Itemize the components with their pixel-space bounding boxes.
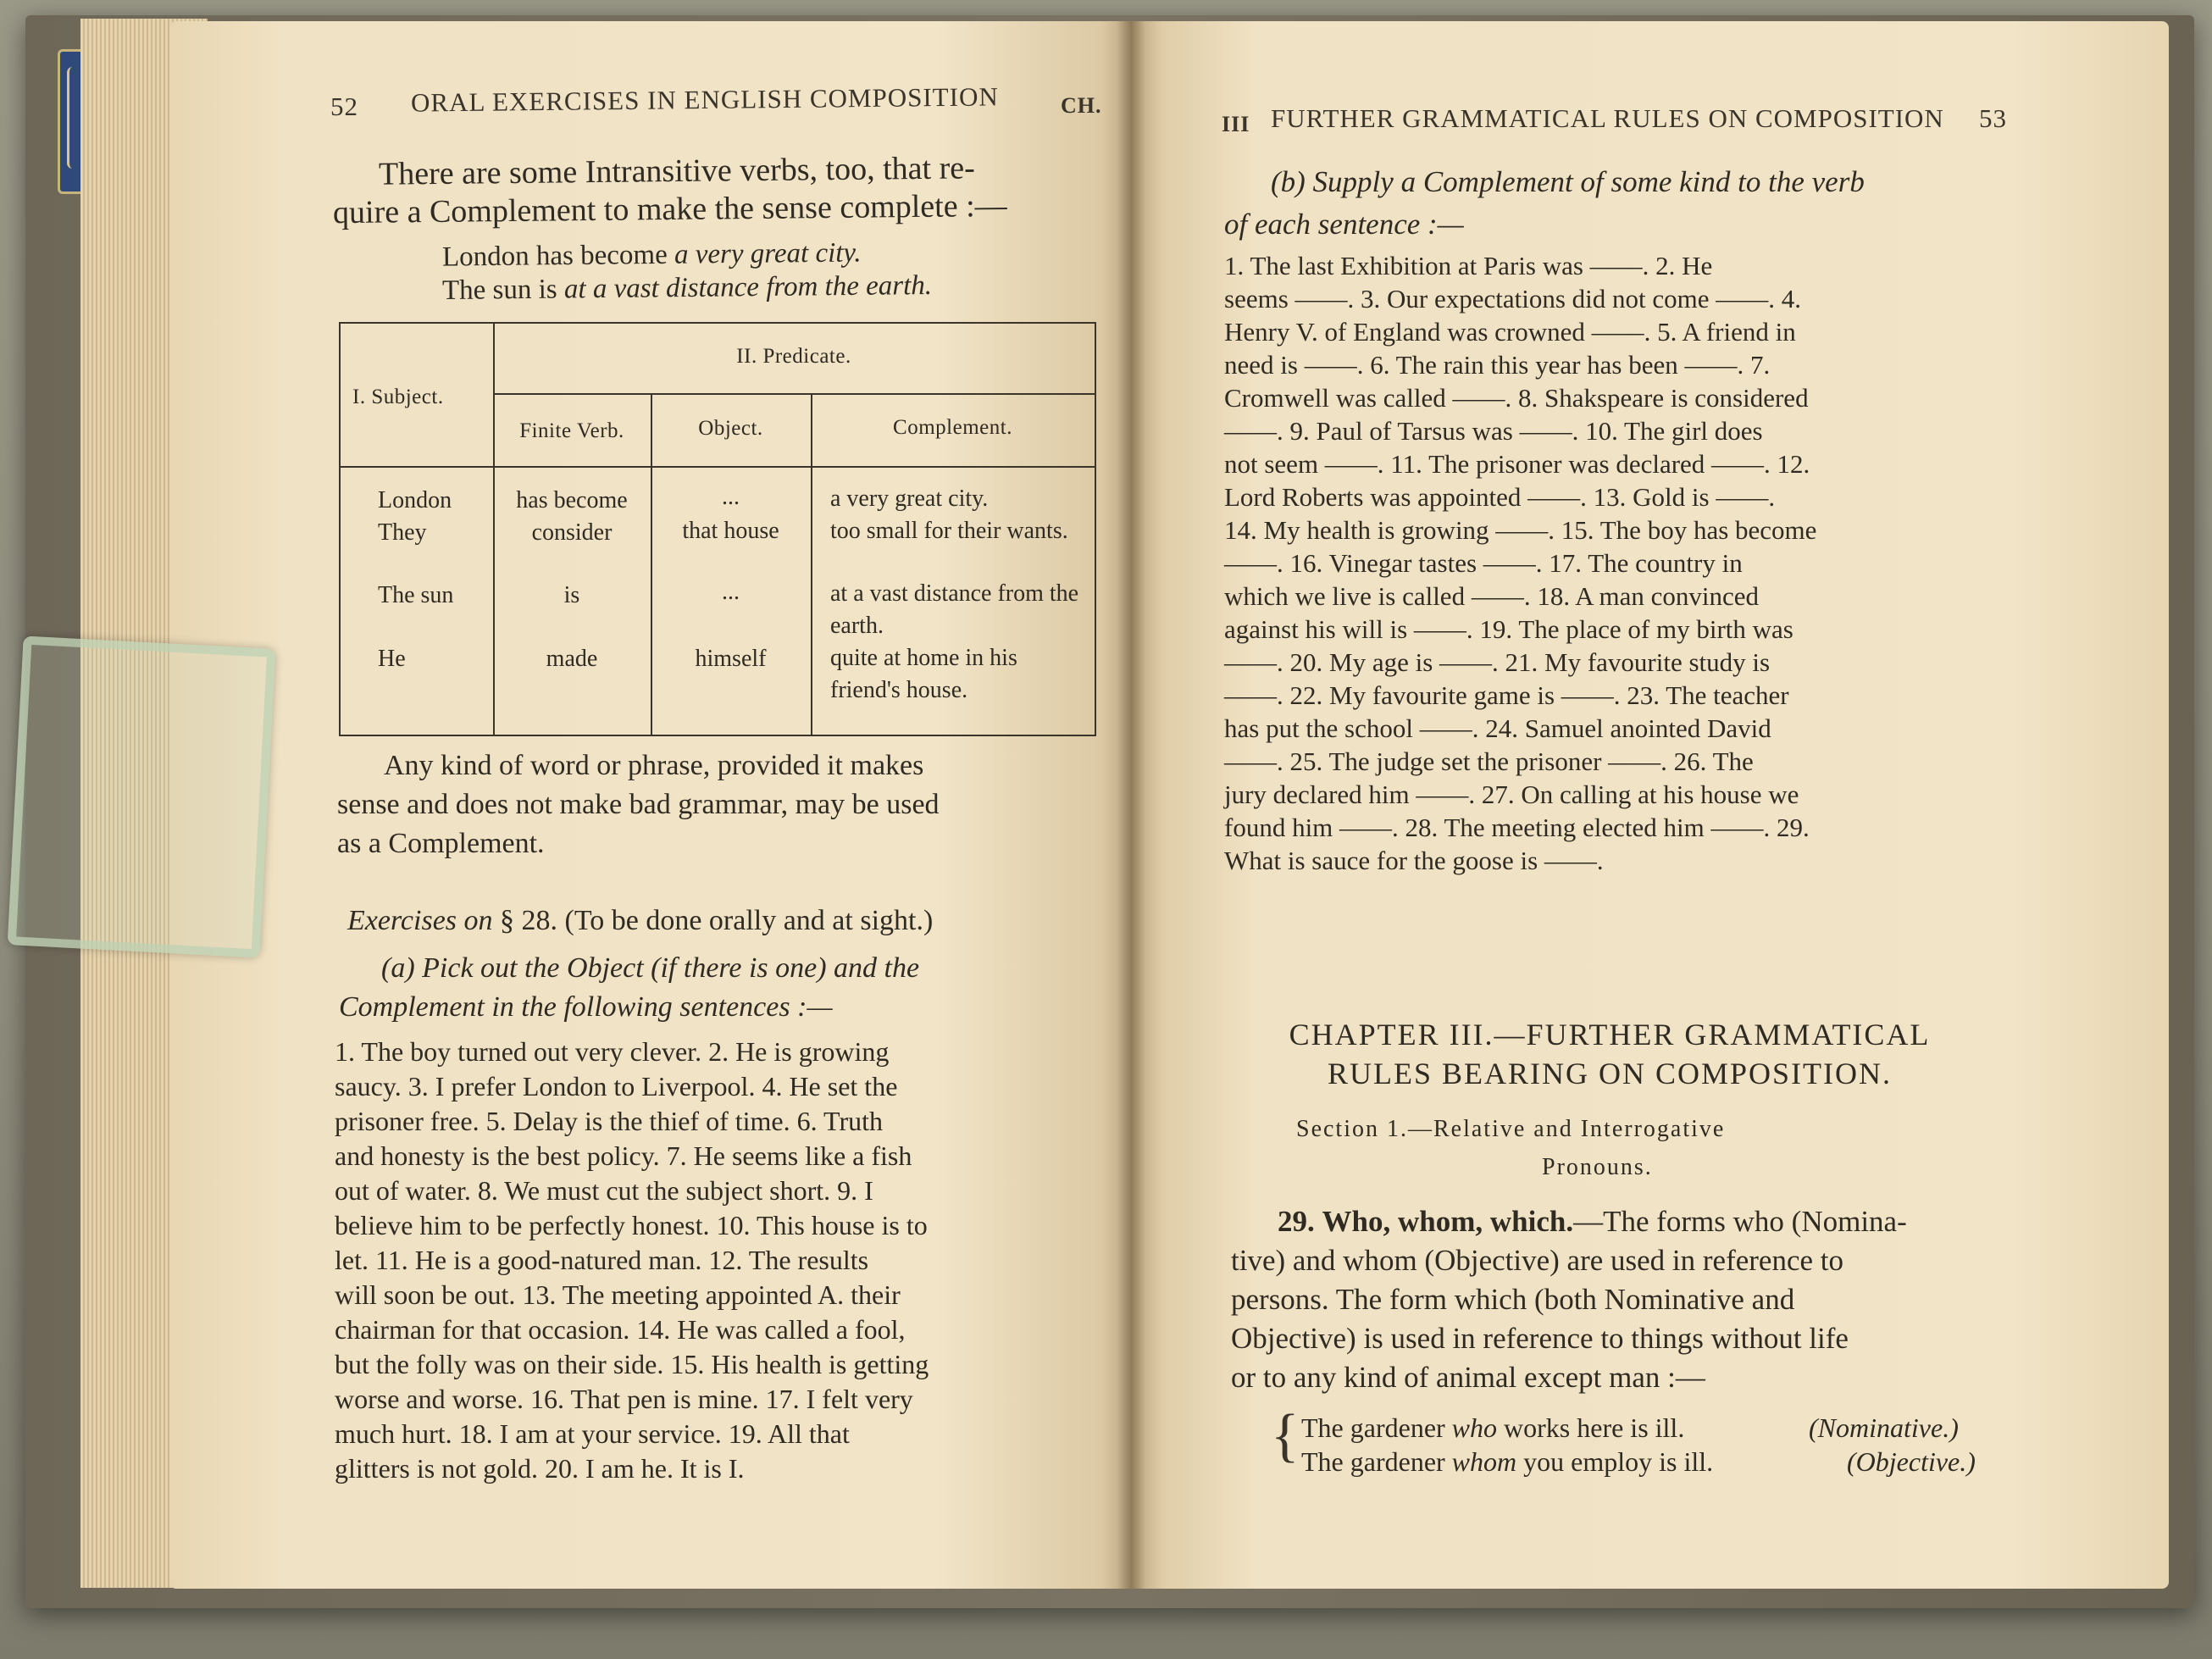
example-1-complement: a very great city. xyxy=(674,237,862,270)
table-cell-verb: consider xyxy=(531,519,613,546)
example-nominative xyxy=(1301,1412,1684,1444)
exercise-line: prisoner free. 5. Delay is the thief of time. 6. Truth xyxy=(335,1106,883,1136)
para-29-line: tive) and whom (Objective) are used in reference to xyxy=(1231,1244,1844,1277)
table-cell-object: himself xyxy=(695,646,767,672)
left-running-chapter: CH. xyxy=(1061,93,1102,118)
table-cell-subject: He xyxy=(378,646,406,672)
para-29-line: Objective) is used in reference to things without life xyxy=(1231,1322,1849,1355)
exercise-line: saucy. 3. I prefer London to Liverpool. 4. He set the xyxy=(335,1071,898,1101)
table-cell-complement: at a vast distance from the earth. xyxy=(830,580,1079,639)
table-divider xyxy=(811,393,812,735)
table-cell-subject: London xyxy=(378,487,452,513)
exercise-line: worse and worse. 16. That pen is mine. 17. I felt very xyxy=(335,1384,913,1414)
exercises-heading xyxy=(347,905,933,937)
example-text: you employ is ill. xyxy=(1516,1446,1714,1477)
para-29-heading: Who, whom, which. xyxy=(1322,1205,1574,1238)
chapter-title-line-1: CHAPTER III.—FURTHER GRAMMATICAL xyxy=(1289,1018,1931,1051)
table-cell-verb: made xyxy=(546,646,598,672)
exercise-line: but the folly was on their side. 15. His health is getting xyxy=(335,1349,929,1379)
intro-line-1: There are some Intransitive verbs, too, that re- xyxy=(378,150,975,192)
exercise-line: found him ——. 28. The meeting elected him ——. 29. xyxy=(1224,813,1810,842)
table-cell-complement: too small for their wants. xyxy=(830,518,1068,544)
example-objective xyxy=(1301,1446,1713,1478)
exercise-line: 1. The boy turned out very clever. 2. He is growing xyxy=(335,1036,890,1067)
exercise-line: out of water. 8. We must cut the subject short. 9. I xyxy=(335,1175,873,1206)
example-text: works here is ill. xyxy=(1497,1412,1685,1443)
exercise-line: ——. 25. The judge set the prisoner ——. 26. The xyxy=(1224,746,1754,776)
para-29-line: persons. The form which (both Nominative and xyxy=(1231,1283,1795,1316)
table-cell-subject: They xyxy=(378,519,427,546)
left-page-number: 52 xyxy=(330,92,358,121)
exercise-line: which we live is called ——. 18. A man convinced xyxy=(1224,581,1760,611)
exercise-line: chairman for that occasion. 14. He was called a fool, xyxy=(335,1314,906,1345)
table-cell-object: that house xyxy=(682,518,779,544)
predicate-header: II. Predicate. xyxy=(736,345,851,368)
exercise-line: 14. My health is growing ——. 15. The boy has become xyxy=(1224,515,1817,545)
finite-verb-header: Finite Verb. xyxy=(519,419,624,442)
table-cell-complement: a very great city. xyxy=(830,485,989,512)
table-divider xyxy=(493,393,1095,395)
example-brace: { xyxy=(1271,1403,1300,1468)
exercise-line: 1. The last Exhibition at Paris was ——. 2. He xyxy=(1224,251,1713,280)
exercise-line: much hurt. 18. I am at your service. 19. All that xyxy=(335,1418,850,1449)
exercise-line: not seem ——. 11. The prisoner was declared ——. 12. xyxy=(1224,449,1810,479)
intro-line-2: quire a Complement to make the sense complete :— xyxy=(332,187,1007,231)
grammar-table xyxy=(339,322,1096,736)
para-29-text: —The forms who (Nomina- xyxy=(1573,1205,1907,1238)
after-table-line-3: as a Complement. xyxy=(337,828,545,859)
exercise-line: believe him to be perfectly honest. 10. This house is to xyxy=(335,1210,928,1240)
exercise-line: Lord Roberts was appointed ——. 13. Gold is ——. xyxy=(1224,482,1776,512)
exercise-line: and honesty is the best policy. 7. He seems like a fish xyxy=(335,1140,912,1171)
right-running-chapter: III xyxy=(1222,112,1250,136)
exercise-line: let. 11. He is a good-natured man. 12. The results xyxy=(335,1245,869,1275)
exercise-line: ——. 20. My age is ——. 21. My favourite study is xyxy=(1224,647,1771,677)
example-2-complement: at a vast distance from the earth. xyxy=(563,269,933,305)
exercise-line: ——. 22. My favourite game is ——. 23. The teacher xyxy=(1224,680,1789,710)
nominative-tag: (Nominative.) xyxy=(1809,1412,1959,1443)
table-cell-object: ... xyxy=(722,484,740,510)
example-1 xyxy=(442,237,862,273)
exercises-section: § 28. (To be done orally and at sight.) xyxy=(492,905,934,936)
objective-tag: (Objective.) xyxy=(1847,1446,1976,1477)
object-header: Object. xyxy=(698,417,763,440)
para-29-first-line xyxy=(1278,1205,1907,1239)
exercise-line: jury declared him ——. 27. On calling at his house we xyxy=(1224,780,1799,809)
example-pronoun: who xyxy=(1451,1412,1498,1443)
table-cell-verb: is xyxy=(563,582,580,608)
table-cell-object: ... xyxy=(722,579,740,605)
complement-header: Complement. xyxy=(893,416,1012,439)
exercise-line: Cromwell was called ——. 8. Shakspeare is considered xyxy=(1224,383,1809,413)
after-table-line-1: Any kind of word or phrase, provided it makes xyxy=(384,750,924,781)
part-a-line-2: Complement in the following sentences :— xyxy=(339,991,833,1023)
example-pronoun: whom xyxy=(1451,1446,1517,1477)
right-running-title: FURTHER GRAMMATICAL RULES ON COMPOSITION xyxy=(1271,103,1944,133)
exercises-label: Exercises on xyxy=(347,905,493,936)
left-running-title: ORAL EXERCISES IN ENGLISH COMPOSITION xyxy=(410,81,999,118)
para-29-line: or to any kind of animal except man :— xyxy=(1231,1361,1705,1394)
chapter-title-line-2: RULES BEARING ON COMPOSITION. xyxy=(1327,1057,1893,1090)
exercise-line: Henry V. of England was crowned ——. 5. A friend in xyxy=(1224,317,1796,347)
section-title-line-2: Pronouns. xyxy=(1542,1154,1653,1180)
example-text: The gardener xyxy=(1301,1446,1452,1477)
table-cell-verb: has become xyxy=(516,487,628,513)
table-divider xyxy=(341,466,1095,468)
subject-header: I. Subject. xyxy=(352,386,444,408)
exercise-line: ——. 9. Paul of Tarsus was ——. 10. The girl does xyxy=(1224,416,1763,446)
exercise-line: seems ——. 3. Our expectations did not come ——. 4. xyxy=(1224,284,1802,313)
exercise-line: ——. 16. Vinegar tastes ——. 17. The country in xyxy=(1224,548,1743,578)
example-text: The gardener xyxy=(1301,1412,1452,1443)
table-cell-complement: quite at home in his friend's house. xyxy=(830,645,1017,703)
part-b-line-1: (b) Supply a Complement of some kind to the verb xyxy=(1271,165,1865,198)
after-table-line-2: sense and does not make bad grammar, may be used xyxy=(337,789,940,820)
example-1-text: London has become xyxy=(441,239,675,273)
exercise-line: will soon be out. 13. The meeting appointed A. their xyxy=(335,1279,901,1310)
part-b-line-2: of each sentence :— xyxy=(1224,208,1464,241)
book-gutter xyxy=(1117,21,1145,1589)
para-29-number: 29. xyxy=(1278,1205,1315,1238)
right-page-number: 53 xyxy=(1979,103,2007,133)
part-a-line-1: (a) Pick out the Object (if there is one) and the xyxy=(381,952,920,984)
exercise-line: What is sauce for the goose is ——. xyxy=(1224,846,1604,875)
exercise-line: has put the school ——. 24. Samuel anointed David xyxy=(1224,713,1771,743)
example-2 xyxy=(442,270,932,307)
exercise-line: glitters is not gold. 20. I am he. It is I. xyxy=(335,1453,745,1484)
glass-page-clip xyxy=(8,635,276,957)
exercise-line: against his will is ——. 19. The place of my birth was xyxy=(1224,614,1793,644)
table-cell-subject: The sun xyxy=(378,582,454,608)
exercise-line: need is ——. 6. The rain this year has been ——. 7. xyxy=(1224,350,1771,380)
example-2-text: The sun is xyxy=(441,274,565,307)
section-title-line-1: Section 1.—Relative and Interrogative xyxy=(1296,1116,1726,1142)
